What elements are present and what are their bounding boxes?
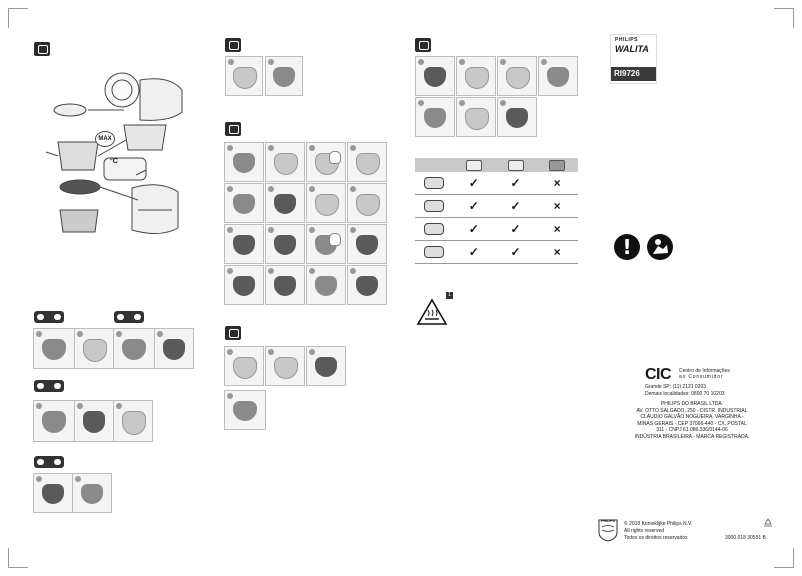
step-panel	[224, 346, 264, 386]
step-panel	[74, 400, 114, 442]
cic-phone-sp: Grande SP: (11) 2121 0203	[645, 384, 707, 390]
table-cell: ×	[553, 199, 561, 213]
address-line: INDÚSTRIA BRASILEIRA - MARCA REGISTRADA.	[634, 433, 750, 440]
table-row	[415, 172, 578, 195]
company-address	[612, 401, 772, 440]
section-badge-d	[34, 456, 64, 468]
document-code: 3000 018 30551 B	[725, 535, 766, 541]
table-cell: ×	[553, 245, 561, 259]
abrasive-sponge-icon	[536, 158, 578, 172]
copyright: © 2018 Koninklijke Philips N.V.	[624, 521, 693, 527]
step-panel	[306, 224, 346, 264]
step-panel	[113, 400, 153, 442]
table-cell: ×	[553, 176, 561, 190]
step-panel	[265, 142, 305, 182]
step-panel	[456, 97, 496, 137]
step-panel	[224, 265, 264, 305]
table-cell: ✓	[510, 222, 521, 236]
table-cell: ✓	[510, 199, 521, 213]
table-cell: ✓	[468, 245, 479, 259]
walita-wordmark: WALITA	[615, 44, 649, 54]
step-panel	[347, 265, 387, 305]
max-label: MAX	[95, 131, 115, 147]
section-badge-b	[114, 311, 144, 323]
cic-phone-others: Demais localidades: 0800 70 10203	[645, 391, 725, 397]
cleaning-method-table	[415, 158, 578, 264]
section-badge-c	[34, 380, 64, 392]
address-line: AV. OTTO SALGADO, 250 - DISTR. INDUSTRIAL	[636, 407, 748, 414]
grill-pan-icon	[415, 246, 453, 258]
section-badge-a	[34, 311, 64, 323]
table-cell: ×	[553, 222, 561, 236]
hand-wash-icon	[453, 158, 495, 172]
baking-section-icon	[225, 326, 241, 340]
basket-icon	[415, 177, 453, 189]
step-panel	[224, 183, 264, 223]
warning-step-number: 1	[446, 292, 453, 299]
step-panel	[224, 224, 264, 264]
table-cell: ✓	[468, 176, 479, 190]
recycle-icon	[762, 518, 774, 530]
address-line: 311 - CNPJ 61.086.336/0144-06	[656, 427, 728, 433]
address-line: CLÁUDIO GALVÃO NOGUEIRA, VARGINHA -	[640, 414, 744, 420]
cic-title-line1: Centro de Informações	[679, 368, 730, 374]
rights-pt: Todos os direitos reservados	[624, 535, 688, 541]
step-panel	[265, 56, 303, 96]
step-panel	[265, 346, 305, 386]
separator-icon	[415, 200, 453, 212]
overview-section-icon	[34, 42, 50, 56]
step-panel	[497, 97, 537, 137]
step-panel	[538, 56, 578, 96]
philips-wordmark: PHILIPS	[615, 37, 638, 43]
brand-logo	[610, 34, 657, 84]
step-panel	[113, 328, 155, 369]
exclamation-warning-icon: !	[614, 234, 640, 260]
step-panel	[456, 56, 496, 96]
caution-step-panel	[224, 390, 266, 430]
step-panel	[347, 183, 387, 223]
step-panel	[265, 265, 305, 305]
cic-title-line2: ao Consumidor	[679, 374, 724, 380]
rights-en: All rights reserved	[624, 528, 665, 534]
preparation-section-icon	[225, 38, 241, 52]
table-header	[415, 158, 578, 172]
step-panel	[72, 473, 112, 513]
address-line: MINAS GERAIS - CEP 37066-440 - CX. POSTAL	[637, 420, 747, 427]
usage-section-icon	[225, 122, 241, 136]
shield-wordmark: PHILIPS	[601, 519, 615, 523]
step-panel	[306, 183, 346, 223]
step-panel	[347, 142, 387, 182]
step-panel	[306, 142, 346, 182]
step-panel	[265, 224, 305, 264]
product-overview-illustration	[40, 60, 200, 250]
table-cell: ✓	[468, 222, 479, 236]
hot-surface-warning-icon	[416, 298, 448, 326]
step-panel	[33, 473, 73, 513]
table-cell: ✓	[468, 199, 479, 213]
cleaning-section-icon	[415, 38, 431, 52]
step-panel	[415, 56, 455, 96]
table-row	[415, 218, 578, 241]
step-panel	[497, 56, 537, 96]
step-panel	[74, 328, 114, 369]
step-panel	[306, 265, 346, 305]
step-panel	[265, 183, 305, 223]
table-cell: ✓	[510, 176, 521, 190]
table-row	[415, 195, 578, 218]
step-panel	[225, 56, 263, 96]
step-panel	[33, 400, 75, 442]
baking-tray-icon	[415, 223, 453, 235]
cic-logo: CIC	[645, 366, 672, 383]
model-number: RI9726	[611, 67, 656, 81]
table-cell: ✓	[510, 245, 521, 259]
address-line: PHILIPS DO BRASIL LTDA.	[660, 401, 724, 407]
step-panel	[347, 224, 387, 264]
step-panel	[224, 142, 264, 182]
dishwasher-icon	[495, 158, 537, 172]
table-row	[415, 241, 578, 264]
temp-unit-label: °C	[110, 158, 118, 165]
read-manual-icon	[647, 234, 673, 260]
step-panel	[415, 97, 455, 137]
step-panel	[154, 328, 194, 369]
step-panel	[33, 328, 75, 369]
step-panel	[306, 346, 346, 386]
